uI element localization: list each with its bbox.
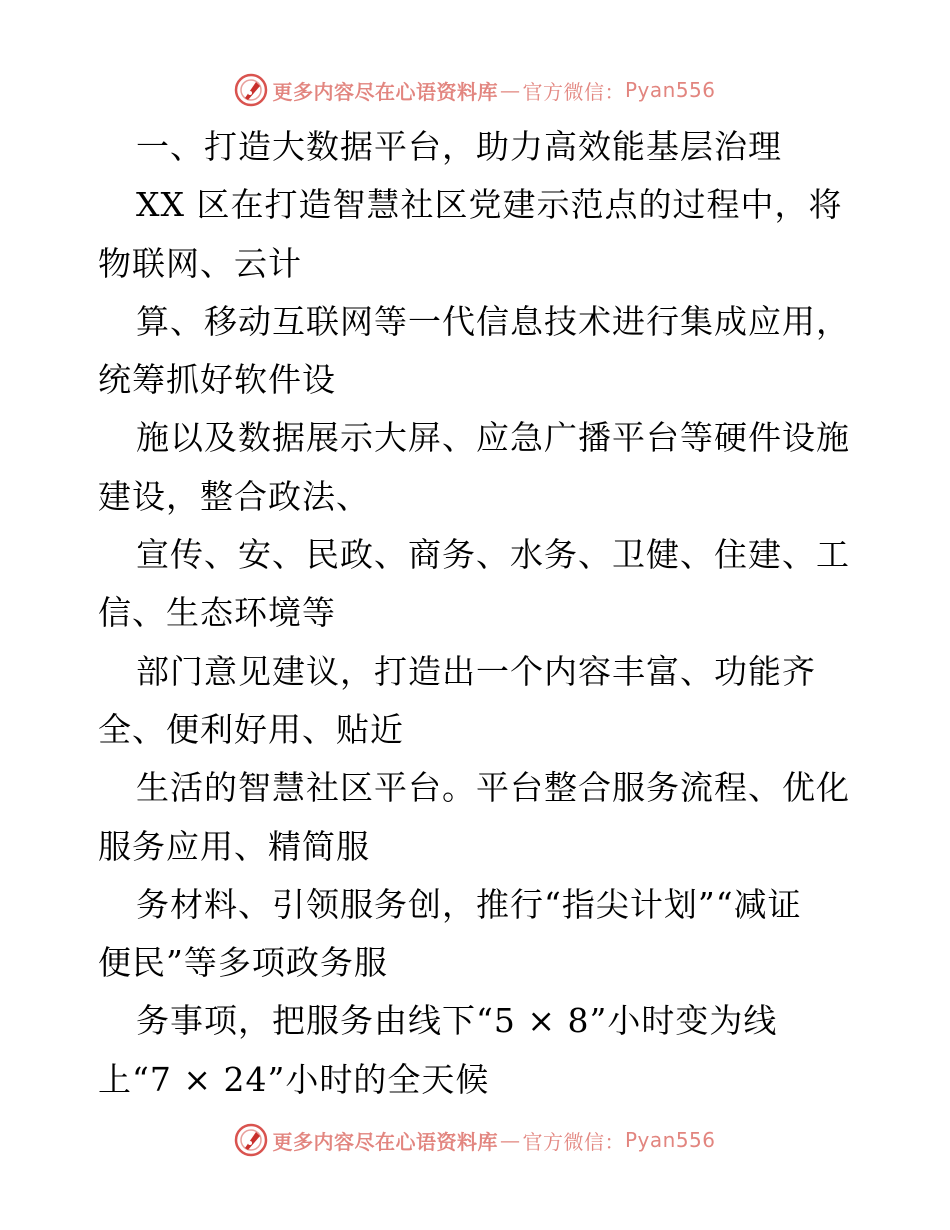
- watermark-main-text: 更多内容尽在心语资料库: [272, 1129, 498, 1154]
- footer-watermark: [0, 1120, 950, 1160]
- watermark-wechat-id: Pyan556: [624, 1128, 716, 1152]
- text-line: 物联网、云计: [98, 243, 302, 283]
- text-line: 建设，整合政法、: [98, 476, 370, 516]
- text-line: 上“7 × 24”小时的全天候: [98, 1059, 490, 1099]
- text-line: 统筹抓好软件设: [98, 360, 336, 400]
- watermark-dash: —: [499, 1128, 521, 1152]
- text-line: 便民”等多项政务服: [98, 943, 388, 983]
- pen-nib-logo-icon: [234, 73, 268, 107]
- text-line: 部门意见建议，打造出一个内容丰富、功能齐: [136, 651, 816, 691]
- text-line: 信、生态环境等: [98, 593, 336, 633]
- text-line: 务材料、引领服务创，推行“指尖计划”“减证: [136, 884, 802, 924]
- text-line: 生活的智慧社区平台。平台整合服务流程、优化: [136, 768, 850, 808]
- watermark-suffix-text: 官方微信：: [522, 79, 625, 104]
- pen-nib-logo-icon: [234, 1123, 268, 1157]
- watermark-main-text: 更多内容尽在心语资料库: [272, 79, 498, 104]
- watermark-wechat-id: Pyan556: [624, 78, 716, 102]
- text-line: 服务应用、精简服: [98, 826, 370, 866]
- text-line: 一、打造大数据平台，助力高效能基层治理: [136, 127, 782, 166]
- text-line: 算、移动互联网等一代信息技术进行集成应用，: [136, 301, 850, 341]
- watermark-dash: —: [499, 78, 521, 102]
- text-line: 宣传、安、民政、商务、水务、卫健、住建、工: [136, 535, 850, 575]
- header-watermark: [0, 70, 950, 110]
- watermark-suffix-text: 官方微信：: [522, 1129, 625, 1154]
- text-line: 全、便利好用、贴近: [98, 709, 404, 749]
- text-line: 施以及数据展示大屏、应急广播平台等硬件设施: [136, 418, 850, 458]
- text-line: 务事项，把服务由线下“5 × 8”小时变为线: [136, 1001, 778, 1041]
- document-body: [98, 118, 858, 1109]
- text-line: XX 区在打造智慧社区党建示范点的过程中，将: [136, 185, 843, 225]
